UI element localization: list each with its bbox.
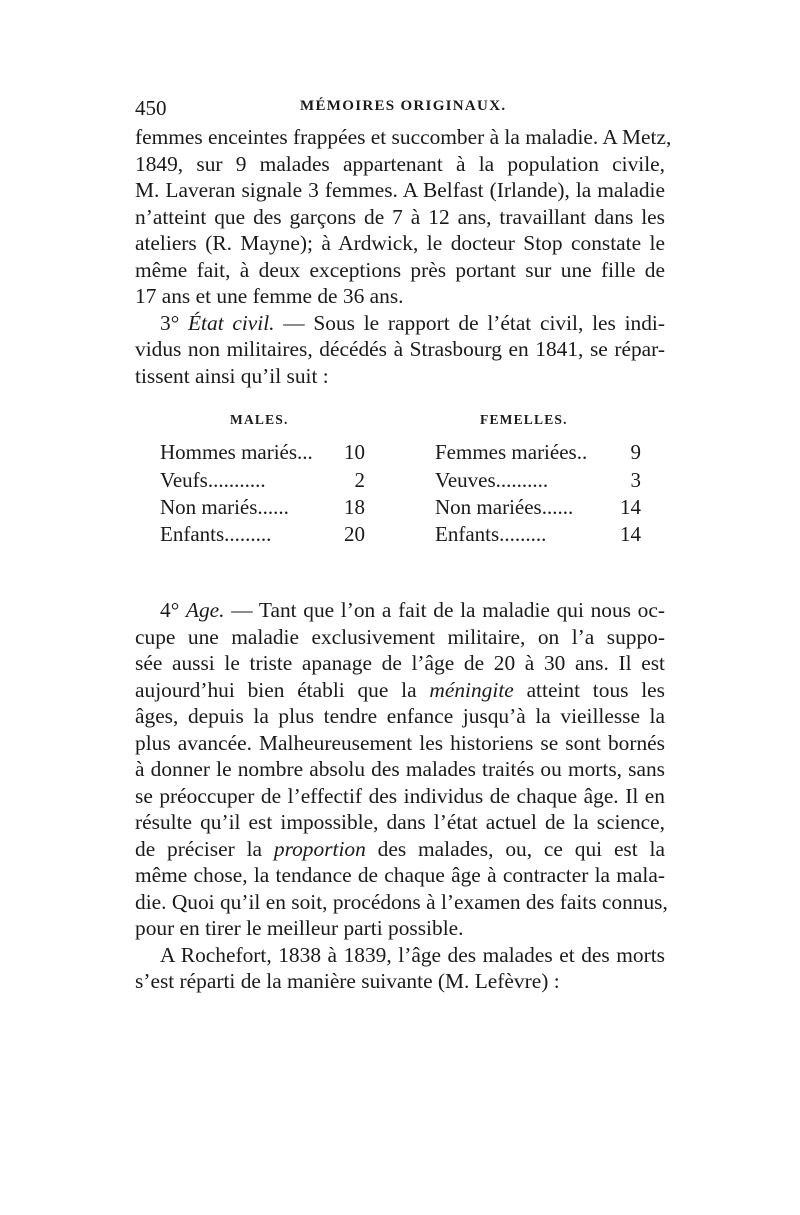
- table-row: [135, 467, 665, 493]
- column-header-males: MALES.: [230, 412, 289, 427]
- text-line: n’atteint que des garçons de 7 à 12 ans, travaillant dans les: [135, 204, 665, 229]
- section-heading: Age.: [185, 598, 225, 622]
- text-line: femmes enceintes frappées et succomber à la maladie. A Metz,: [135, 125, 672, 149]
- text-line: [135, 597, 665, 624]
- text-line: sée aussi le triste apanage de l’âge de 20 à 30 ans. Il est: [135, 651, 665, 675]
- text-line: tissent ainsi qu’il suit :: [135, 363, 329, 388]
- text-line: même fait, à deux exceptions près portant sur une fille de: [135, 257, 665, 282]
- text-fragment: atteint tous les: [526, 677, 666, 702]
- paragraph-etat-civil: [135, 310, 665, 390]
- body-text: [135, 124, 672, 995]
- etat-civil-table: [135, 395, 665, 597]
- section-number: 4°: [160, 598, 180, 622]
- femelles-value: 3: [630, 468, 641, 492]
- page-number: 450: [135, 96, 167, 120]
- text-fragment: aujourd’hui bien établi que la: [135, 677, 417, 702]
- males-value: 10: [344, 440, 365, 464]
- table-row: [135, 521, 665, 547]
- text-fragment: des malades, ou, ce qui est la: [377, 836, 665, 861]
- femelles-value: 14: [620, 522, 641, 546]
- text-line: à donner le nombre absolu des malades traités ou morts, sans: [135, 757, 665, 781]
- text-line: cupe une maladie exclusivement militaire, on l’a suppo-: [135, 624, 665, 649]
- text-line: se préoccuper de l’effectif des individus de chaque âge. Il en: [135, 783, 665, 808]
- femelles-value: 14: [620, 495, 641, 519]
- text-line: A Rochefort, 1838 à 1839, l’âge des malades et des morts: [160, 942, 665, 967]
- text-line: [135, 310, 665, 337]
- text-line: pour en tirer le meilleur parti possible.: [135, 916, 464, 940]
- text-line: s’est réparti de la manière suivante (M. Lefèvre) :: [135, 969, 560, 993]
- males-value: 2: [354, 468, 365, 492]
- italic-term: proportion: [273, 836, 366, 861]
- table-row: [135, 439, 665, 465]
- table-row: [135, 494, 665, 520]
- males-label: Non mariés......: [160, 495, 289, 519]
- text-line: ateliers (R. Mayne); à Ardwick, le docteur Stop constate le: [135, 231, 665, 255]
- italic-term: méningite: [429, 677, 514, 702]
- paragraph-1: [135, 124, 672, 310]
- paragraph-rochefort: [135, 942, 665, 995]
- running-title: MÉMOIRES ORIGINAUX.: [300, 98, 507, 114]
- text-fragment: — Sous le rapport de l’état civil, les indi-: [283, 310, 665, 335]
- text-line: [135, 677, 665, 704]
- males-value: 18: [344, 495, 365, 519]
- section-number: 3°: [160, 310, 180, 335]
- males-value: 20: [344, 522, 365, 546]
- femelles-label: Femmes mariées..: [435, 440, 588, 464]
- femelles-label: Enfants.........: [435, 522, 547, 546]
- text-line: vidus non militaires, décédés à Strasbourg en 1841, se répar-: [135, 337, 665, 361]
- males-label: Hommes mariés...: [160, 440, 313, 464]
- males-label: Enfants.........: [160, 522, 272, 546]
- text-line: âges, depuis la plus tendre enfance jusqu’à la vieillesse la: [135, 704, 665, 728]
- femelles-label: Non mariées......: [435, 495, 574, 519]
- paragraph-age: [135, 597, 668, 942]
- section-heading: État civil.: [187, 310, 275, 335]
- text-line: plus avancée. Malheureusement les historiens se sont bornés: [135, 730, 665, 755]
- text-fragment: — Tant que l’on a fait de la maladie qui nous oc-: [231, 598, 665, 622]
- text-fragment: de préciser la: [135, 836, 263, 861]
- text-line: résulte qu’il est impossible, dans l’état actuel de la science,: [135, 810, 665, 834]
- text-line: 1849, sur 9 malades appartenant à la population civile,: [135, 151, 665, 176]
- text-line: [135, 836, 665, 863]
- femelles-value: 9: [630, 440, 641, 464]
- males-label: Veufs...........: [160, 468, 266, 492]
- femelles-label: Veuves..........: [435, 468, 549, 492]
- column-header-femelles: FEMELLES.: [480, 412, 568, 427]
- text-line: die. Quoi qu’il en soit, procédons à l’examen des faits connus,: [135, 889, 668, 914]
- text-line: même chose, la tendance de chaque âge à contracter la mala-: [135, 863, 665, 887]
- text-line: 17 ans et une femme de 36 ans.: [135, 284, 404, 308]
- running-head: [135, 96, 665, 126]
- text-line: M. Laveran signale 3 femmes. A Belfast (Irlande), la maladie: [135, 178, 665, 202]
